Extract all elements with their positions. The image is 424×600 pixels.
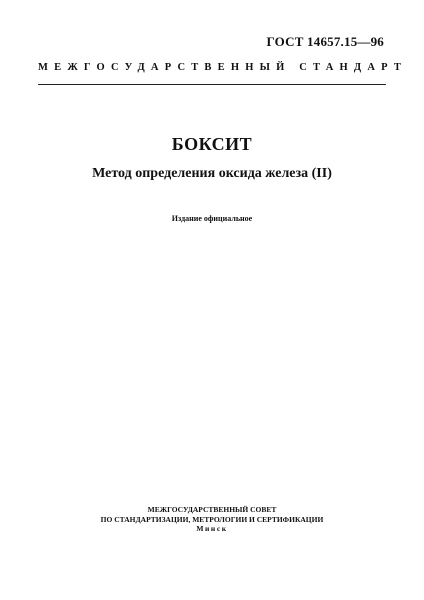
publisher-line-1: МЕЖГОСУДАРСТВЕННЫЙ СОВЕТ xyxy=(147,505,277,514)
publisher-line-2: ПО СТАНДАРТИЗАЦИИ, МЕТРОЛОГИИ И СЕРТИФИКАЦИИ xyxy=(100,514,324,524)
edition-note: Издание официальное xyxy=(171,214,253,223)
standard-type-header: МЕЖГОСУДАРСТВЕННЫЙ СТАНДАРТ xyxy=(38,62,408,73)
publisher-city: Минск xyxy=(196,524,228,533)
document-subtitle: Метод определения оксида железа (II) xyxy=(92,166,332,181)
header-divider xyxy=(38,84,386,85)
standard-code: ГОСТ 14657.15—96 xyxy=(266,34,384,49)
document-title: БОКСИТ xyxy=(171,134,253,154)
publisher-block xyxy=(0,505,424,534)
